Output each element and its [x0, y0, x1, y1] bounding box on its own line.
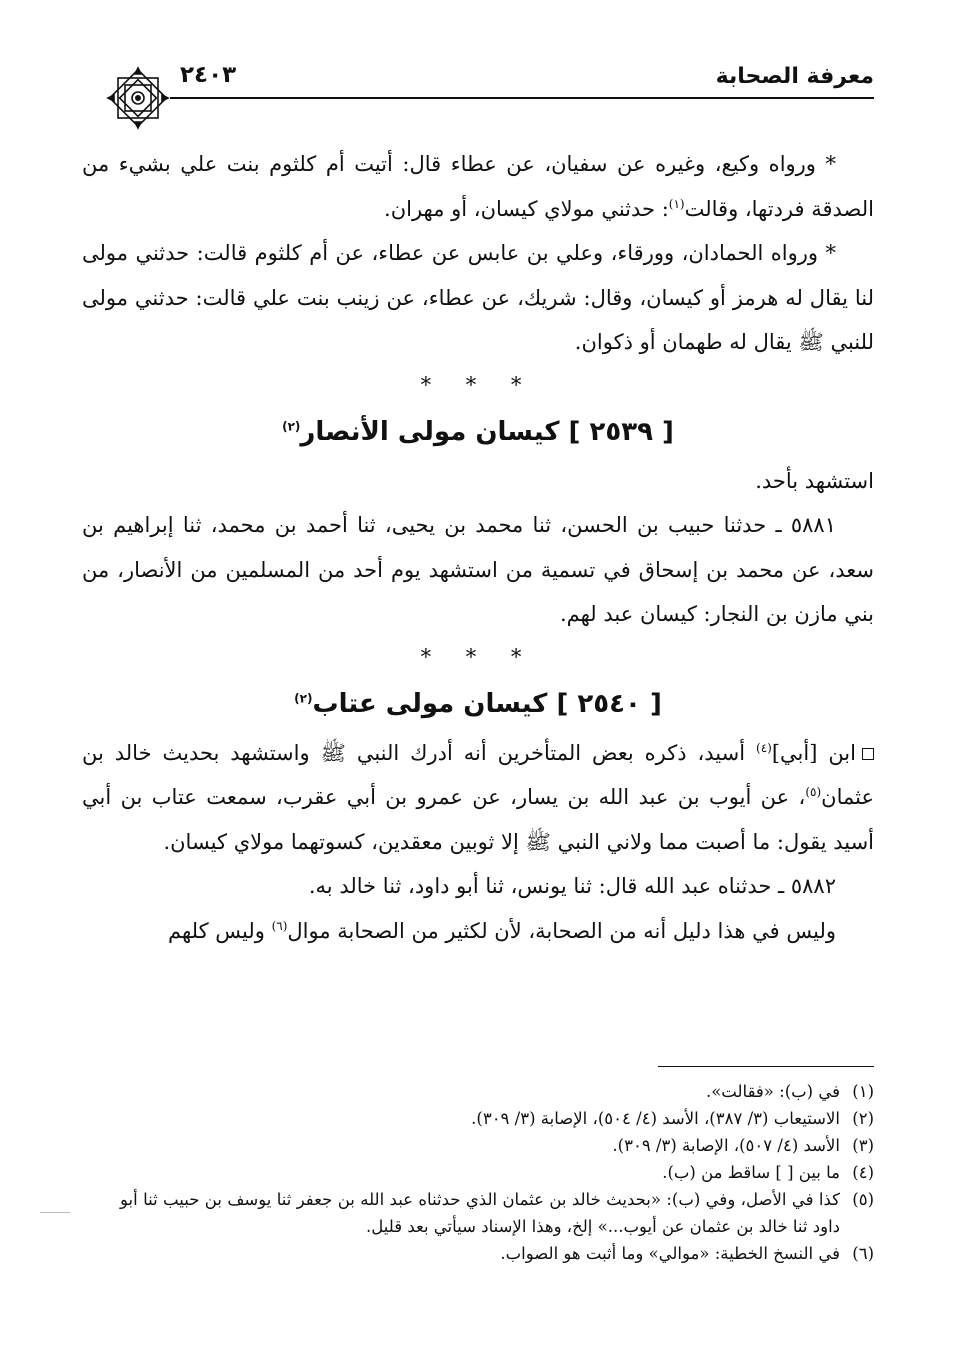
paragraph-5	[82, 731, 874, 865]
entry-heading-2539-text: [ ٢٥٣٩ ] كيسان مولى الأنصار	[300, 416, 674, 447]
paragraph-6: ٥٨٨٢ ـ حدثناه عبد الله قال: ثنا يونس، ثنا أبو داود، ثنا خالد به.	[308, 874, 836, 898]
footnote-3-number: (٣)	[852, 1136, 874, 1155]
octagram-ornament-icon	[104, 64, 172, 132]
entry-heading-2540	[82, 677, 874, 731]
header-rule	[170, 97, 874, 99]
square-marker-icon	[862, 748, 874, 760]
paragraph-7-text-b: وليس كلهم	[167, 918, 272, 943]
paragraph-7	[82, 909, 874, 954]
paragraph-1-text-end: : حدثني مولاي كيسان، أو مهران.	[384, 196, 669, 221]
footnote-ref-6: (٦)	[271, 918, 288, 933]
footnote-ref-1: (١)	[668, 196, 685, 211]
footnote-4-text: ما بين [ ] ساقط من (ب).	[662, 1163, 840, 1182]
paragraph-1-text: * ورواه وكيع، وغيره عن سفيان، عن عطاء قال: أتيت أم كلثوم بنت علي بشيء من الصدقة فردتها، وقالت	[82, 152, 874, 221]
footnote-4	[120, 1159, 874, 1186]
footnote-2	[120, 1105, 874, 1132]
page-number: ٢٤٠٣	[180, 62, 237, 88]
entry-heading-2540-text: [ ٢٥٤٠ ] كيسان مولى عتاب	[312, 688, 662, 719]
section-separator-1: * * *	[420, 372, 536, 397]
paragraph-3: استشهد بأحد.	[755, 468, 874, 493]
footnote-5-number: (٥)	[852, 1190, 874, 1209]
footnote-6-number: (٦)	[852, 1244, 874, 1263]
paragraph-2: * ورواه الحمادان، وورقاء، وعلي بن عابس عن عطاء، عن أم كلثوم قالت: حدثني مولى لنا يقال له هرمز أو كيسان، وقال: شريك، عن عطاء، عن زينب بنت علي قالت: حدثني مولى للنبي ﷺ يقال له طهمان أو ذكوان.	[82, 241, 874, 354]
footnote-1-number: (١)	[852, 1082, 874, 1101]
footnote-4-number: (٤)	[852, 1163, 874, 1182]
footnote-1	[120, 1078, 874, 1105]
footnote-3	[120, 1132, 874, 1159]
footnote-2-text: الاستيعاب (٣/ ٣٨٧)، الأسد (٤/ ٥٠٤)، الإصابة (٣/ ٣٠٩).	[471, 1109, 840, 1128]
main-text	[82, 142, 874, 953]
paragraph-5-text-c: ، عن أيوب بن عبد الله بن يسار، عن عمرو بن أبي عقرب، سمعت عتاب بن أبي أسيد يقول: ما أصبت مما ولاني النبي ﷺ إلا ثوبين معقدين، كسوتهما مولاي كيسان.	[82, 785, 874, 854]
paragraph-7-text-a: وليس في هذا دليل أنه من الصحابة، لأن لكثير من الصحابة موال	[287, 918, 836, 943]
paragraph-4: ٥٨٨١ ـ حدثنا حبيب بن الحسن، ثنا محمد بن يحيى، ثنا أحمد بن محمد، ثنا إبراهيم بن سعد، عن محمد بن إسحاق في تسمية من استشهد يوم أحد من المسلمين من الأنصار، من بني مازن بن النجار: كيسان عبد لهم.	[82, 513, 874, 626]
running-title: معرفة الصحابة	[715, 64, 874, 89]
section-separator-2: * * *	[420, 644, 536, 669]
entry-heading-2539	[82, 405, 874, 459]
footnote-6-text: في النسخ الخطية: «موالي» وما أثبت هو الصواب.	[500, 1244, 840, 1263]
footnote-ref-2: (٢)	[282, 418, 301, 433]
footnote-ref-3: (٢)	[294, 690, 313, 705]
footnote-1-text: في (ب): «فقالت».	[705, 1082, 840, 1101]
footnote-5	[120, 1186, 874, 1240]
paragraph-5-text-a: ابن [أبي]	[771, 740, 856, 765]
footnote-5-text: كذا في الأصل، وفي (ب): «بحديث خالد بن عثمان الذي حدثناه عبد الله بن جعفر ثنا يوسف بن حبيب ثنا أبو داود ثنا خالد بن عثمان عن أيوب...» إلخ، وهذا الإسناد سيأتي بعد قليل.	[120, 1190, 840, 1236]
footnote-rule	[658, 1066, 874, 1067]
paragraph-5-text-b: أسيد، ذكره بعض المتأخرين أنه أدرك النبي ﷺ واستشهد بحديث خالد بن عثمان	[82, 740, 874, 809]
paragraph-1	[82, 142, 874, 231]
footnote-6	[120, 1240, 874, 1267]
footnotes	[120, 1078, 874, 1267]
footnote-ref-4: (٤)	[756, 740, 772, 755]
footnote-ref-5: (٥)	[805, 785, 822, 799]
footnote-2-number: (٢)	[852, 1109, 874, 1128]
footnote-3-text: الأسد (٤/ ٥٠٧)، الإصابة (٣/ ٣٠٩).	[612, 1136, 840, 1155]
margin-mark	[40, 1212, 70, 1213]
